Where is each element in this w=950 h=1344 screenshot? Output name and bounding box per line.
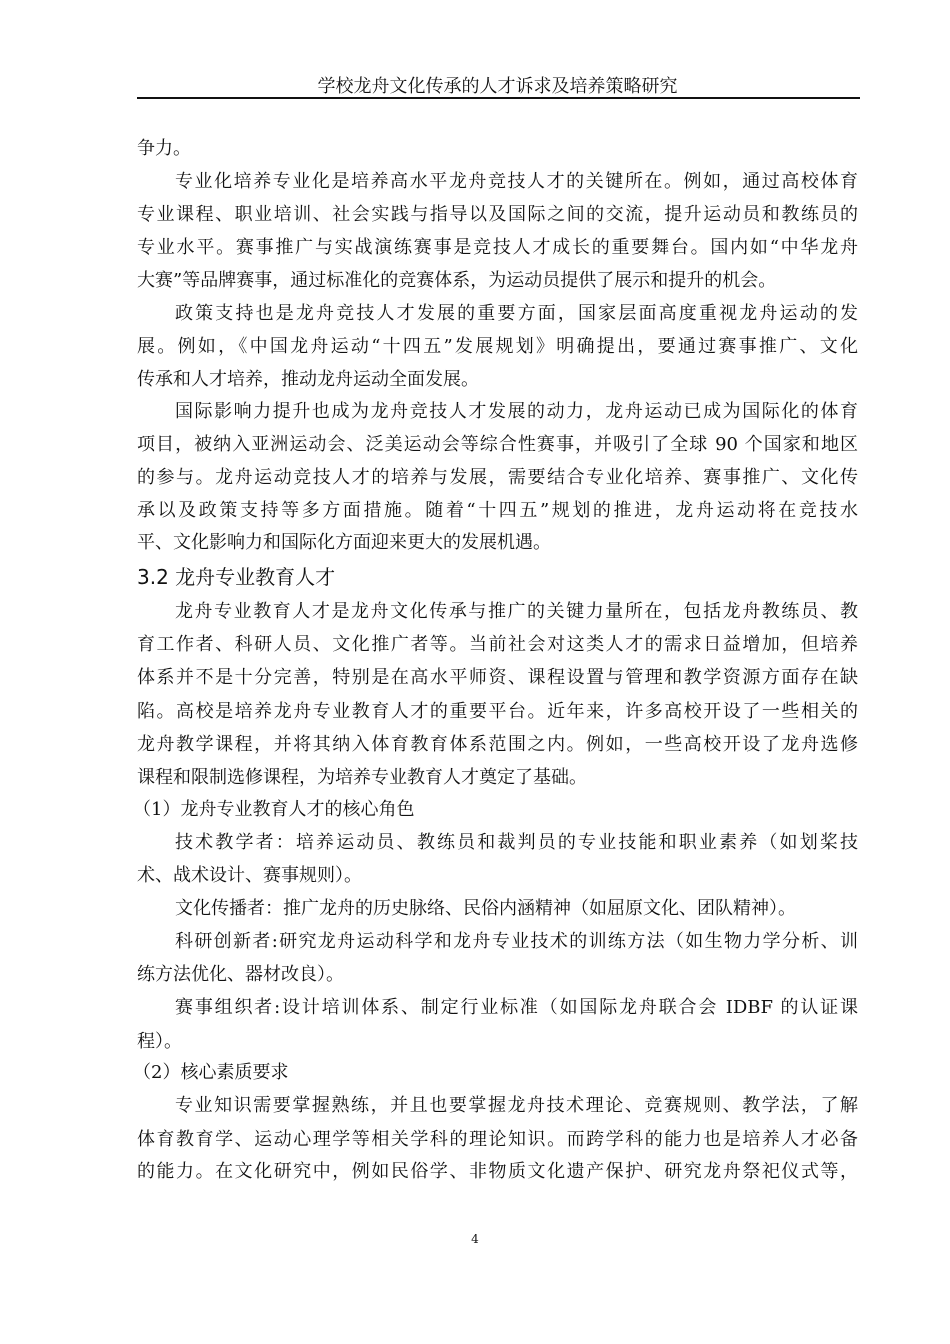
page-number: 4 xyxy=(471,1232,479,1246)
running-header-title: 学校龙舟文化传承的人才诉求及培养策略研究 xyxy=(317,76,678,97)
text-line: 展。例如，《中国龙舟运动“十四五”发展规划》明确提出，要通过赛事推广、文化 xyxy=(137,336,858,357)
text-line: 传承和人才培养，推动龙舟运动全面发展。 xyxy=(137,369,479,390)
text-line: 课程和限制选修课程，为培养专业教育人才奠定了基础。 xyxy=(137,767,587,788)
text-line: 龙舟专业教育人才是龙舟文化传承与推广的关键力量所在，包括龙舟教练员、教 xyxy=(175,601,858,622)
text-line: 承以及政策支持等多方面措施。随着“十四五”规划的推进，龙舟运动将在竞技水 xyxy=(137,500,858,521)
text-line: 专业化培养专业化是培养高水平龙舟竞技人才的关键所在。例如，通过高校体育 xyxy=(175,171,858,192)
text-line: 程）。 xyxy=(137,1031,182,1052)
text-line: 赛事组织者:设计培训体系、制定行业标准（如国际龙舟联合会 IDBF 的认证课 xyxy=(175,997,858,1018)
subsection-heading: （1）龙舟专业教育人才的核心角色 xyxy=(133,799,415,820)
subsection-heading: （2）核心素质要求 xyxy=(133,1062,289,1083)
text-line: 文化传播者：推广龙舟的历史脉络、民俗内涵精神（如屈原文化、团队精神）。 xyxy=(175,898,796,919)
text-line: 国际影响力提升也成为龙舟竞技人才发展的动力，龙舟运动已成为国际化的体育 xyxy=(175,401,858,422)
text-line: 术、战术设计、赛事规则）。 xyxy=(137,865,362,886)
section-heading: 3.2 龙舟专业教育人才 xyxy=(137,565,336,589)
text-line: 龙舟教学课程，并将其纳入体育教育体系范围之内。例如，一些高校开设了龙舟选修 xyxy=(137,734,858,755)
text-line: 的参与。龙舟运动竞技人才的培养与发展，需要结合专业化培养、赛事推广、文化传 xyxy=(137,467,858,488)
text-line: 的能力。在文化研究中，例如民俗学、非物质文化遗产保护、研究龙舟祭祀仪式等， xyxy=(137,1161,858,1182)
text-line: 练方法优化、器材改良）。 xyxy=(137,964,344,985)
text-line: 科研创新者:研究龙舟运动科学和龙舟专业技术的训练方法（如生物力学分析、训 xyxy=(175,931,858,952)
header-rule xyxy=(137,97,860,99)
text-line: 技术教学者：培养运动员、教练员和裁判员的专业技能和职业素养（如划桨技 xyxy=(175,832,858,853)
text-line: 育工作者、科研人员、文化推广者等。当前社会对这类人才的需求日益增加，但培养 xyxy=(137,634,858,655)
text-line: 体系并不是十分完善，特别是在高水平师资、课程设置与管理和教学资源方面存在缺 xyxy=(137,667,858,688)
text-line: 争力。 xyxy=(137,138,191,159)
text-line: 陷。高校是培养龙舟专业教育人才的重要平台。近年来，许多高校开设了一些相关的 xyxy=(137,701,858,722)
text-line: 体育教育学、运动心理学等相关学科的理论知识。而跨学科的能力也是培养人才必备 xyxy=(137,1129,858,1150)
text-line: 专业知识需要掌握熟练，并且也要掌握龙舟技术理论、竞赛规则、教学法，了解 xyxy=(175,1095,858,1116)
text-line: 政策支持也是龙舟竞技人才发展的重要方面，国家层面高度重视龙舟运动的发 xyxy=(175,303,858,324)
text-line: 项目，被纳入亚洲运动会、泛美运动会等综合性赛事，并吸引了全球 90 个国家和地区 xyxy=(137,434,858,455)
text-line: 专业课程、职业培训、社会实践与指导以及国际之间的交流，提升运动员和教练员的 xyxy=(137,204,858,225)
text-line: 大赛”等品牌赛事，通过标准化的竞赛体系，为运动员提供了展示和提升的机会。 xyxy=(137,270,777,291)
text-line: 专业水平。赛事推广与实战演练赛事是竞技人才成长的重要舞台。国内如“中华龙舟 xyxy=(137,237,858,258)
text-line: 平、文化影响力和国际化方面迎来更大的发展机遇。 xyxy=(137,532,551,553)
